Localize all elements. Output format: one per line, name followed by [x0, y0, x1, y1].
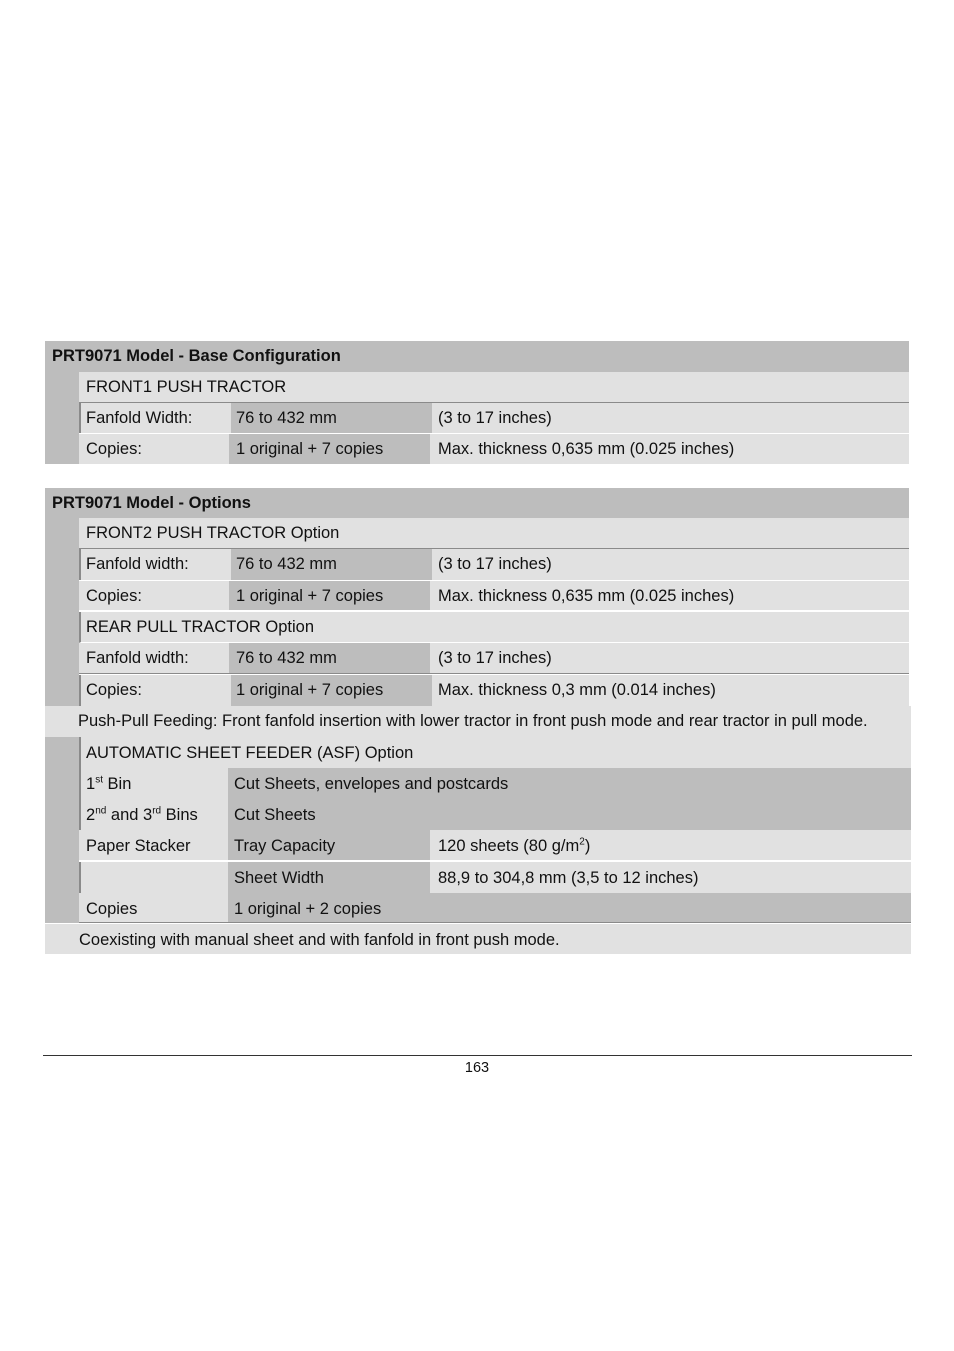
asf-bin1-value: Cut Sheets, envelopes and postcards — [234, 775, 509, 793]
row-note: Max. thickness 0,3 mm (0.014 inches) — [438, 681, 716, 699]
coexist-note-row — [45, 924, 911, 954]
asf-copies-row — [79, 893, 911, 923]
row-label: Fanfold width: — [86, 649, 189, 667]
asf-subheader: AUTOMATIC SHEET FEEDER (ASF) Option — [86, 744, 414, 762]
asf-bin1-label: 1st Bin — [86, 774, 132, 793]
row-label: Copies: — [86, 587, 142, 605]
asf-bin1-row — [79, 768, 911, 799]
options-section-title-row — [45, 488, 909, 518]
push-pull-note: Push-Pull Feeding: Front fanfold insertion with lower tractor in front push mode and rear tractor in pull mode. — [78, 712, 868, 730]
row-note: (3 to 17 inches) — [438, 555, 552, 573]
row-value: 1 original + 7 copies — [236, 440, 384, 458]
asf-stacker-width-row — [79, 862, 911, 893]
table-row — [79, 434, 909, 464]
asf-copies-value: 1 original + 2 copies — [234, 900, 382, 918]
asf-stacker-tray-row — [79, 830, 911, 861]
row-note: (3 to 17 inches) — [438, 649, 552, 667]
asf-stacker-label: Paper Stacker — [86, 837, 191, 855]
base-section-title-row — [45, 341, 909, 372]
asf-tray-label: Tray Capacity — [234, 837, 336, 855]
asf-bins23-value: Cut Sheets — [234, 806, 316, 824]
asf-indent-bar — [45, 737, 79, 923]
row-value: 1 original + 7 copies — [236, 681, 384, 699]
push-pull-note-row — [45, 706, 911, 737]
rear-subheader: REAR PULL TRACTOR Option — [86, 618, 315, 636]
row-label: Fanfold width: — [86, 555, 189, 573]
asf-bins23-row — [79, 799, 911, 830]
row-label: Copies: — [86, 440, 142, 458]
row-note: (3 to 17 inches) — [438, 409, 552, 427]
page-number: 163 — [464, 1060, 490, 1076]
row-value: 76 to 432 mm — [236, 649, 337, 667]
front1-subheader-row — [79, 372, 909, 403]
asf-width-label: Sheet Width — [234, 869, 324, 887]
asf-bins23-label: 2nd and 3rd Bins — [86, 805, 198, 824]
asf-copies-label: Copies — [86, 900, 138, 918]
row-value: 1 original + 7 copies — [236, 587, 384, 605]
table-row — [79, 581, 909, 611]
coexist-note: Coexisting with manual sheet and with fanfold in front push mode. — [79, 931, 560, 949]
front2-subheader-row — [79, 518, 909, 549]
table-row — [79, 403, 909, 433]
rear-subheader-row — [79, 612, 909, 643]
row-label: Copies: — [86, 681, 142, 699]
row-note: Max. thickness 0,635 mm (0.025 inches) — [438, 587, 735, 605]
row-label: Fanfold Width: — [86, 409, 193, 427]
table-row — [79, 643, 909, 674]
front2-subheader: FRONT2 PUSH TRACTOR Option — [86, 524, 340, 542]
options-indent-bar — [45, 518, 79, 706]
asf-width-value: 88,9 to 304,8 mm (3,5 to 12 inches) — [438, 869, 699, 887]
base-section-title: PRT9071 Model - Base Configuration — [52, 347, 341, 365]
asf-tray-value: 120 sheets (80 $g/m^2$) — [438, 836, 591, 855]
base-indent-bar — [45, 372, 79, 464]
asf-subheader-row — [79, 737, 911, 768]
table-row — [79, 549, 909, 580]
footer-divider — [43, 1055, 912, 1056]
row-value: 76 to 432 mm — [236, 555, 337, 573]
front1-subheader: FRONT1 PUSH TRACTOR — [86, 378, 287, 396]
table-row — [79, 675, 909, 706]
row-note: Max. thickness 0,635 mm (0.025 inches) — [438, 440, 735, 458]
row-value: 76 to 432 mm — [236, 409, 337, 427]
options-section-title: PRT9071 Model - Options — [52, 494, 251, 512]
